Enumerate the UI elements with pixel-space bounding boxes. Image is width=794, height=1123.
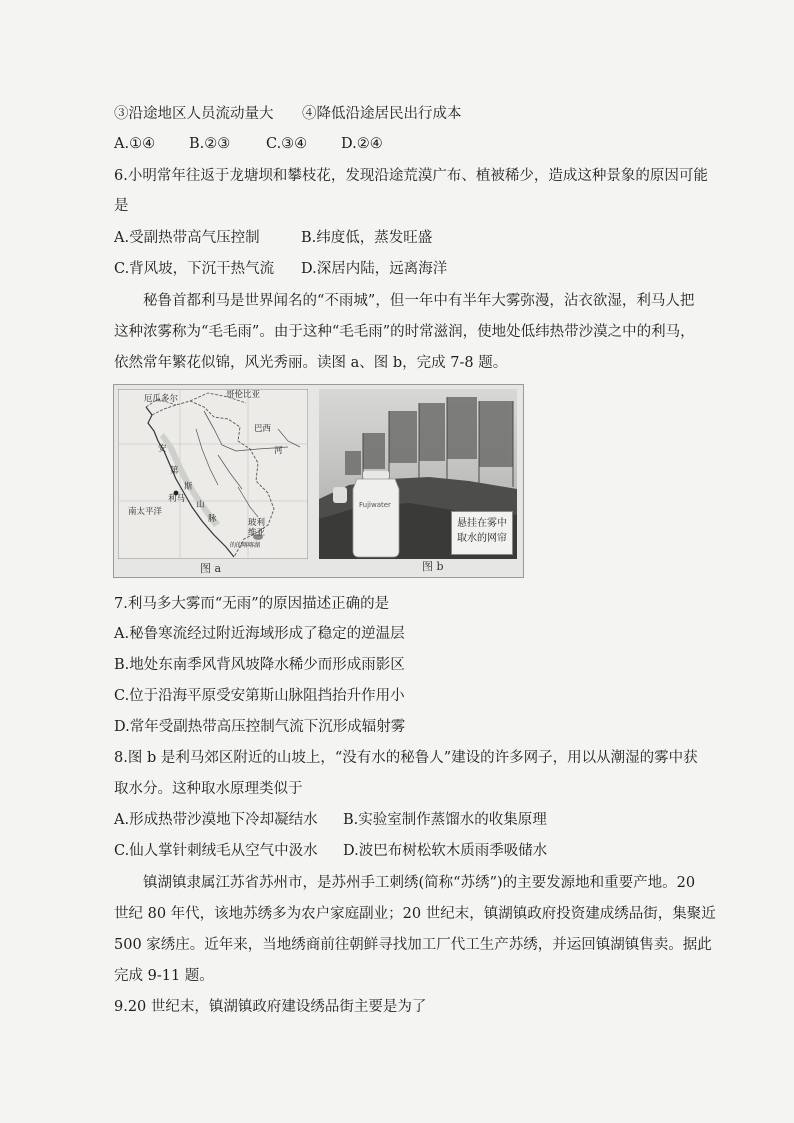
passage2-line4: 完成 9-11 题。: [114, 968, 214, 984]
q6-option-c: C.背风坡，下沉干热气流: [114, 261, 275, 277]
map-label-colombia: 哥伦比亚: [226, 390, 261, 400]
q5-answer-d: D.②④: [341, 136, 383, 152]
map-label-ecuador: 厄瓜多尔: [144, 394, 179, 404]
map-label-bolivia-2: 维亚: [248, 528, 266, 538]
map-label-si: 斯: [184, 482, 193, 492]
passage1-line1: 秘鲁首都利马是世界闻名的“不雨城”，但一年中有半年大雾弥漫，沾衣欲湿，利马人把: [143, 293, 695, 309]
option-4: ④降低沿途居民出行成本: [302, 106, 462, 122]
bottle-label: Fujiwater: [359, 501, 391, 509]
passage2-line3: 500 家绣庄。近年来，当地绣商前往朝鲜寻找加工厂代工生产苏绣，并运回镇湖镇售卖。据此: [114, 937, 712, 953]
figure-b-label: 图 b: [422, 560, 444, 573]
q7-option-c: C.位于沿海平原受安第斯山脉阻挡抬升作用小: [114, 688, 405, 704]
photo-caption: [451, 511, 513, 555]
q6-option-a: A.受副热带高气压控制: [114, 230, 260, 246]
passage2-line1: 镇湖镇隶属江苏省苏州市，是苏州手工刺绣(简称“苏绣”)的主要发源地和重要产地。20: [143, 875, 696, 891]
q8-option-d: D.波巴布树松软木质雨季吸储水: [343, 843, 548, 859]
figure-panel: [113, 384, 524, 578]
map-label-shan: 山: [196, 500, 205, 510]
passage1-line2: 这种浓雾称为“毛毛雨”。由于这种“毛毛雨”的时常滋润，使地处低纬热带沙漠之中的利马，: [114, 324, 695, 340]
map-label-lake: 的的喀喀湖: [230, 542, 261, 549]
q5-answer-b: B.②③: [189, 136, 231, 152]
q6-stem-line1: 6.小明常年往返于龙塘坝和攀枝花，发现沿途荒漠广布、植被稀少，造成这种景象的原因可能: [114, 168, 708, 184]
q7-option-a: A.秘鲁寒流经过附近海域形成了稳定的逆温层: [114, 626, 405, 642]
q7-stem: 7.利马多大雾而“无雨”的原因描述正确的是: [114, 596, 390, 612]
map-label-pacific: 南太平洋: [128, 507, 163, 517]
q8-option-a: A.形成热带沙漠地下冷却凝结水: [114, 812, 318, 828]
map-label-an: 安: [158, 444, 167, 454]
map-label-lima: 利马: [168, 494, 186, 504]
caption-line-2: 取水的网帘: [457, 533, 507, 544]
q6-option-d: D.深居内陆，远离海洋: [301, 261, 448, 277]
q6-stem-line2: 是: [114, 198, 129, 214]
q6-option-b: B.纬度低，蒸发旺盛: [301, 230, 433, 246]
map-label-di: 第: [170, 466, 179, 476]
q8-stem-line2: 取水分。这种取水原理类似于: [114, 781, 303, 797]
map-label-mai: 脉: [208, 514, 217, 524]
q7-option-d: D.常年受副热带高压控制气流下沉形成辐射雾: [114, 719, 406, 735]
q5-answer-c: C.③④: [266, 136, 308, 152]
option-3: ③沿途地区人员流动量大: [114, 106, 274, 122]
map-label-brazil: 巴西: [254, 424, 272, 434]
q5-answer-a: A.①④: [114, 136, 156, 152]
map-label-river: 河: [274, 446, 283, 456]
caption-line-1: 悬挂在雾中: [457, 518, 507, 529]
passage1-line3: 依然常年繁花似锦，风光秀丽。读图 a、图 b，完成 7-8 题。: [114, 355, 508, 371]
map-label-bolivia-1: 玻利: [248, 518, 266, 528]
figure-a-label: 图 a: [200, 562, 222, 575]
q8-option-b: B.实验室制作蒸馏水的收集原理: [343, 812, 547, 828]
q9-stem: 9.20 世纪末，镇湖镇政府建设绣品街主要是为了: [114, 999, 427, 1015]
passage2-line2: 世纪 80 年代，该地苏绣多为农户家庭副业；20 世纪末，镇湖镇政府投资建成绣品街，集聚近: [114, 906, 716, 922]
q8-option-c: C.仙人掌针刺绒毛从空气中汲水: [114, 843, 318, 859]
peru-map: [118, 389, 308, 559]
q7-option-b: B.地处东南季风背风坡降水稀少而形成雨影区: [114, 657, 405, 673]
q8-stem-line1: 8.图 b 是利马郊区附近的山坡上，“没有水的秘鲁人”建设的许多网子，用以从潮湿的雾中获: [114, 750, 698, 766]
